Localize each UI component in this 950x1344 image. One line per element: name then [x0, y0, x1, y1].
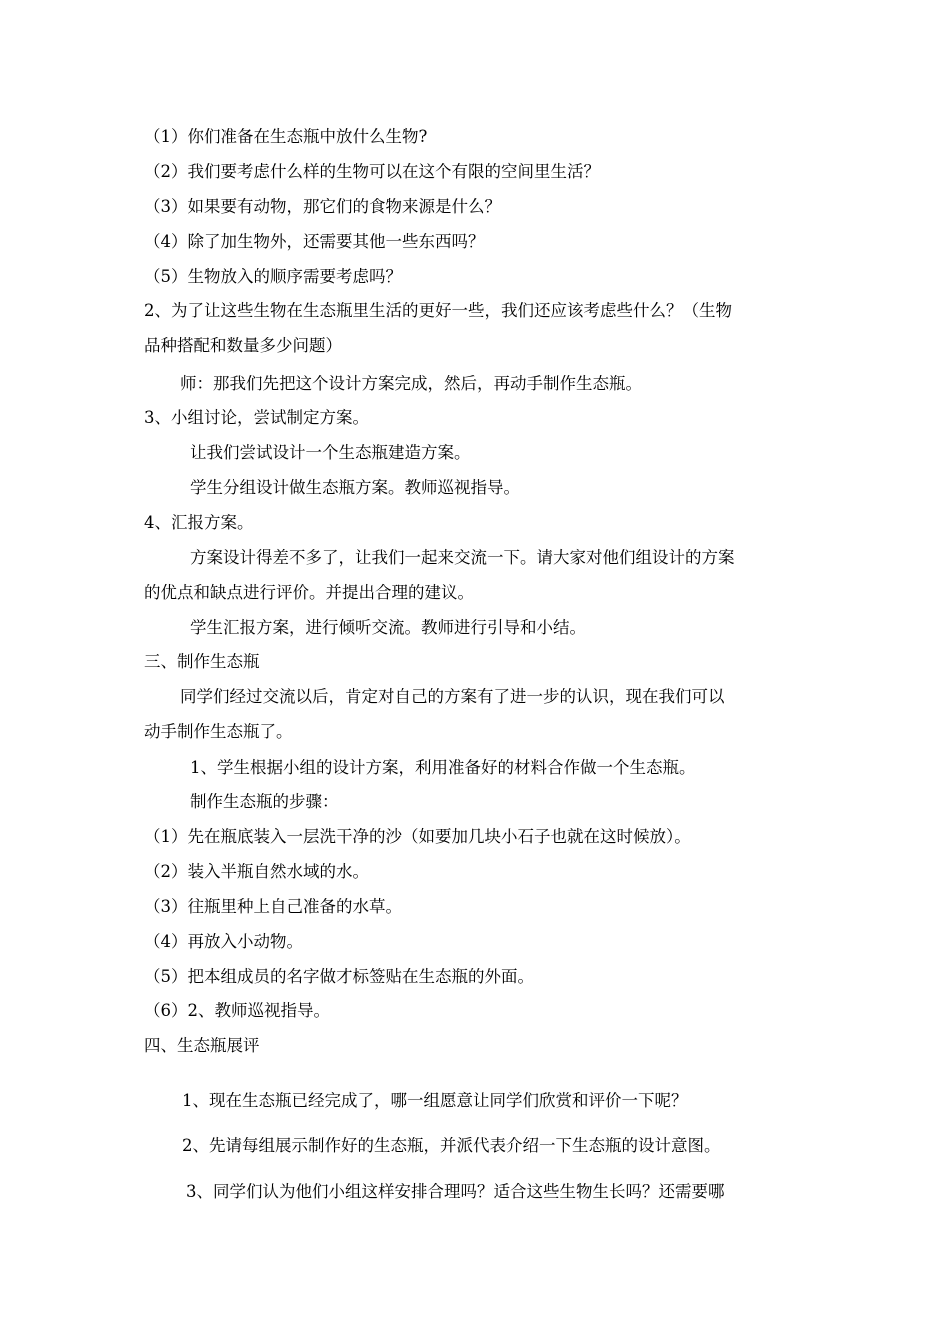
text-line: 制作生态瓶的步骤：: [190, 792, 339, 811]
text-line: （3）如果要有动物，那它们的食物来源是什么？: [144, 197, 501, 216]
text-line: 3、同学们认为他们小组这样安排合理吗？适合这些生物生长吗？还需要哪: [186, 1182, 725, 1201]
text-line: 同学们经过交流以后，肯定对自己的方案有了进一步的认识，现在我们可以: [180, 687, 725, 706]
text-line: 2、为了让这些生物在生态瓶里生活的更好一些，我们还应该考虑些什么？（生物: [144, 301, 732, 320]
section-heading: 三、制作生态瓶: [144, 652, 260, 671]
section-heading: 4、汇报方案。: [144, 513, 254, 532]
text-line: 让我们尝试设计一个生态瓶建造方案。: [190, 443, 471, 462]
text-line: 动手制作生态瓶了。: [144, 722, 293, 741]
text-line: 1、现在生态瓶已经完成了，哪一组愿意让同学们欣赏和评价一下呢？: [182, 1091, 688, 1110]
text-line: 师：那我们先把这个设计方案完成，然后，再动手制作生态瓶。: [180, 374, 642, 393]
section-heading: 四、生态瓶展评: [144, 1036, 260, 1055]
text-line: 的优点和缺点进行评价。并提出合理的建议。: [144, 583, 474, 602]
text-line: （1）先在瓶底装入一层洗干净的沙（如要加几块小石子也就在这时候放）。: [144, 827, 691, 846]
text-line: 品种搭配和数量多少问题）: [144, 336, 342, 355]
text-line: （4）再放入小动物。: [144, 932, 303, 951]
text-line: （5）生物放入的顺序需要考虑吗？: [144, 267, 402, 286]
text-line: （3）往瓶里种上自己准备的水草。: [144, 897, 402, 916]
text-line: 方案设计得差不多了，让我们一起来交流一下。请大家对他们组设计的方案: [190, 548, 735, 567]
text-line: 学生分组设计做生态瓶方案。教师巡视指导。: [190, 478, 520, 497]
text-line: （5）把本组成员的名字做才标签贴在生态瓶的外面。: [144, 967, 534, 986]
text-line: （2）我们要考虑什么样的生物可以在这个有限的空间里生活？: [144, 162, 600, 181]
text-line: 2、先请每组展示制作好的生态瓶，并派代表介绍一下生态瓶的设计意图。: [182, 1136, 721, 1155]
text-line: （1）你们准备在生态瓶中放什么生物?: [144, 127, 428, 146]
text-line: （6）2、教师巡视指导。: [144, 1001, 330, 1020]
text-line: 1、学生根据小组的设计方案，利用准备好的材料合作做一个生态瓶。: [190, 758, 696, 777]
text-line: （2）装入半瓶自然水域的水。: [144, 862, 369, 881]
text-line: 学生汇报方案，进行倾听交流。教师进行引导和小结。: [190, 618, 586, 637]
section-heading: 3、小组讨论，尝试制定方案。: [144, 408, 369, 427]
text-line: （4）除了加生物外，还需要其他一些东西吗？: [144, 232, 485, 251]
